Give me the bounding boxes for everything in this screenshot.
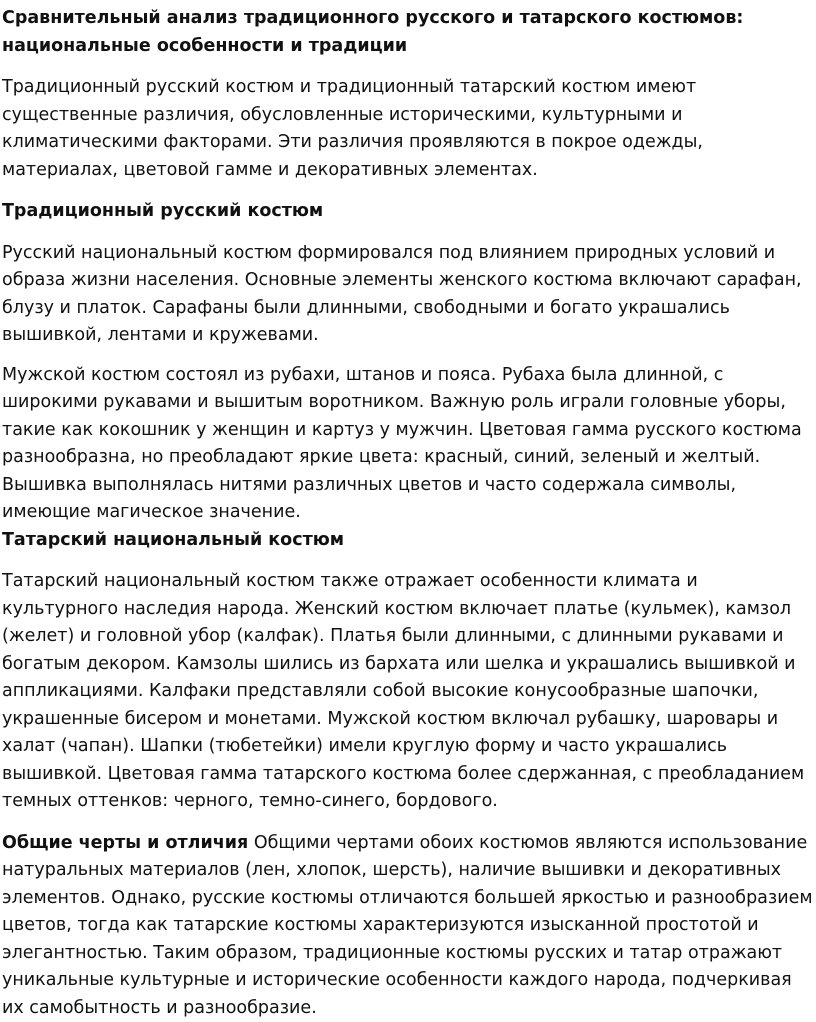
russian-costume-heading: Традиционный русский костюм	[2, 198, 813, 226]
document-title: Сравнительный анализ традиционного русского и татарского костюмов: национальные особенности и традиции	[2, 4, 813, 60]
tatar-costume-heading: Татарский национальный костюм	[2, 527, 813, 555]
tatar-paragraph: Татарский национальный костюм также отражает особенности климата и культурного наследия народа. Женский костюм включает платье (кульмек), камзол (желет) и головной убор (калфак). Платья были длинными, с длинными рукавами и богатым декором. Камзолы шились из бархата или шелка и украшались вышивкой и аппликациями. Калфаки представляли собой высокие конусообразные шапочки, украшенные бисером и монетами. Мужской костюм включал рубашку, шаровары и халат (чапан). Шапки (тюбетейки) имели круглую форму и часто украшались вышивкой. Цветовая гамма татарского костюма более сдержанная, с преобладанием темных оттенков: черного, темно-синего, бордового.	[2, 568, 813, 816]
russian-paragraph-men: Мужской костюм состоял из рубахи, штанов и пояса. Рубаха была длинной, с широкими рукавами и вышитым воротником. Важную роль играли головные уборы, такие как кокошник у женщин и картуз у мужчин. Цветовая гамма русского костюма разнообразна, но преобладают яркие цвета: красный, синий, зеленый и желтый. Вышивка выполнялась нитями различных цветов и часто содержала символы, имеющие магическое значение.	[2, 362, 813, 527]
comparison-heading: Общие черты и отличия	[2, 833, 248, 853]
russian-paragraph-women: Русский национальный костюм формировался под влиянием природных условий и образа жизни населения. Основные элементы женского костюма включают сарафан, блузу и платок. Сарафаны были длинными, свободными и богато украшались вышивкой, лентами и кружевами.	[2, 240, 813, 350]
intro-paragraph: Традиционный русский костюм и традиционный татарский костюм имеют существенные различия, обусловленные историческими, культурными и климатическими факторами. Эти различия проявляются в покрое одежды, материалах, цветовой гамме и декоративных элементах.	[2, 74, 813, 184]
document-page	[0, 4, 816, 985]
comparison-paragraph	[2, 830, 813, 1022]
comparison-text: Общими чертами обоих костюмов являются использование натуральных материалов (лен, хлопок, шерсть), наличие вышивки и декоративных элементов. Однако, русские костюмы отличаются большей яркостью и разнообразием цветов, тогда как татарские костюмы характеризуются изысканной простотой и элегантностью. Таким образом, традиционные костюмы русских и татар отражают уникальные культурные и исторические особенности каждого народа, подчеркивая их самобытность и разнообразие.	[2, 833, 813, 1018]
